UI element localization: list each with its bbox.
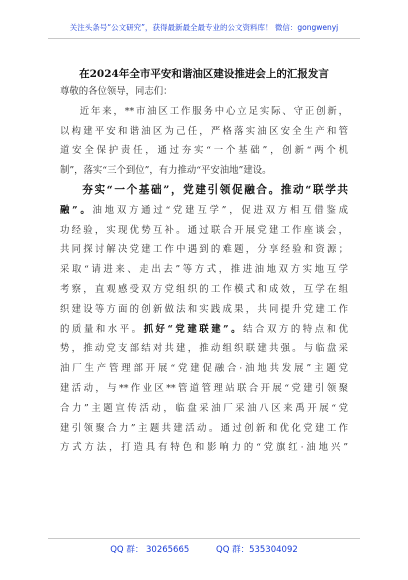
bold-phrase: 融”。: [60, 204, 93, 216]
body-line: 势，推动党支部结对共建，推动组织联建共强。与临盘采: [60, 343, 348, 355]
body-line: 建引领聚合力”主题共建活动。通过创新和优化党建工作: [60, 422, 348, 434]
body-line: 合力”主题宣传活动，临盘采油厂采油八区来禹开展“党: [60, 402, 348, 414]
body-line: 融”。油地双方通过“党建互学”，促进双方相互借鉴成: [60, 204, 348, 216]
body-line: 功经验，实现优势互补。通过联合开展党建工作座谈会，: [60, 224, 348, 236]
body-line: 制”，落实“三个到位”，有力推动“平安油地”建设。: [60, 165, 272, 177]
document-title: 在2024年全市平安和谐油区建设推进会上的汇报发言: [79, 68, 329, 80]
document-body: [60, 82, 348, 458]
body-line: 采取“请进来、走出去”等方式，推进油地双方实地互学: [60, 264, 348, 276]
body-line: 建活动，与**作业区**管道管理站联合开展“党建引领聚: [60, 382, 348, 394]
footer: [0, 543, 408, 555]
body-line: 道安全保护责任，通过夯实“一个基础”，创新“两个机: [60, 145, 348, 157]
footer-qq-group-2: QQ 群：535304092: [216, 545, 298, 555]
footer-qq-group-1: QQ 群： 30265665: [110, 545, 190, 555]
body-line: 以构建平安和谐油区为己任，严格落实油区安全生产和管: [60, 125, 348, 137]
footer-divider: [48, 538, 360, 539]
body-line: 考察，直观感受双方党组织的工作模式和成效，互学在组: [60, 283, 348, 295]
body-line: 近年来，**市油区工作服务中心立足实际、守正创新，: [79, 105, 348, 117]
body-line: 的质量和水平。抓好“党建联建”。结合双方的特点和优: [60, 323, 348, 335]
body-line: 方式方法，打造具有特色和影响力的“党旗红·油地兴”: [60, 442, 348, 454]
header-divider: [48, 38, 360, 39]
section-heading: 夯实“一个基础”，党建引领促融合。推动“联学共: [82, 183, 348, 196]
body-line: 共同探讨解决党建工作中遇到的难题，分享经验和资源；: [60, 244, 348, 256]
bold-phrase: 抓好“党建联建”。: [143, 323, 244, 335]
body-line: 油厂生产管理部开展“党建促融合·油地共发展”主题党: [60, 363, 348, 375]
promo-header: 关注头条号“公文研究”，获得最新最全最专业的公文资料库！ 微信：gongwenyj: [69, 23, 339, 32]
salutation: 尊敬的各位领导，同志们：: [60, 86, 173, 97]
body-line: 织建设等方面的创新做法和实践成果，共同提升党建工作: [60, 303, 348, 315]
